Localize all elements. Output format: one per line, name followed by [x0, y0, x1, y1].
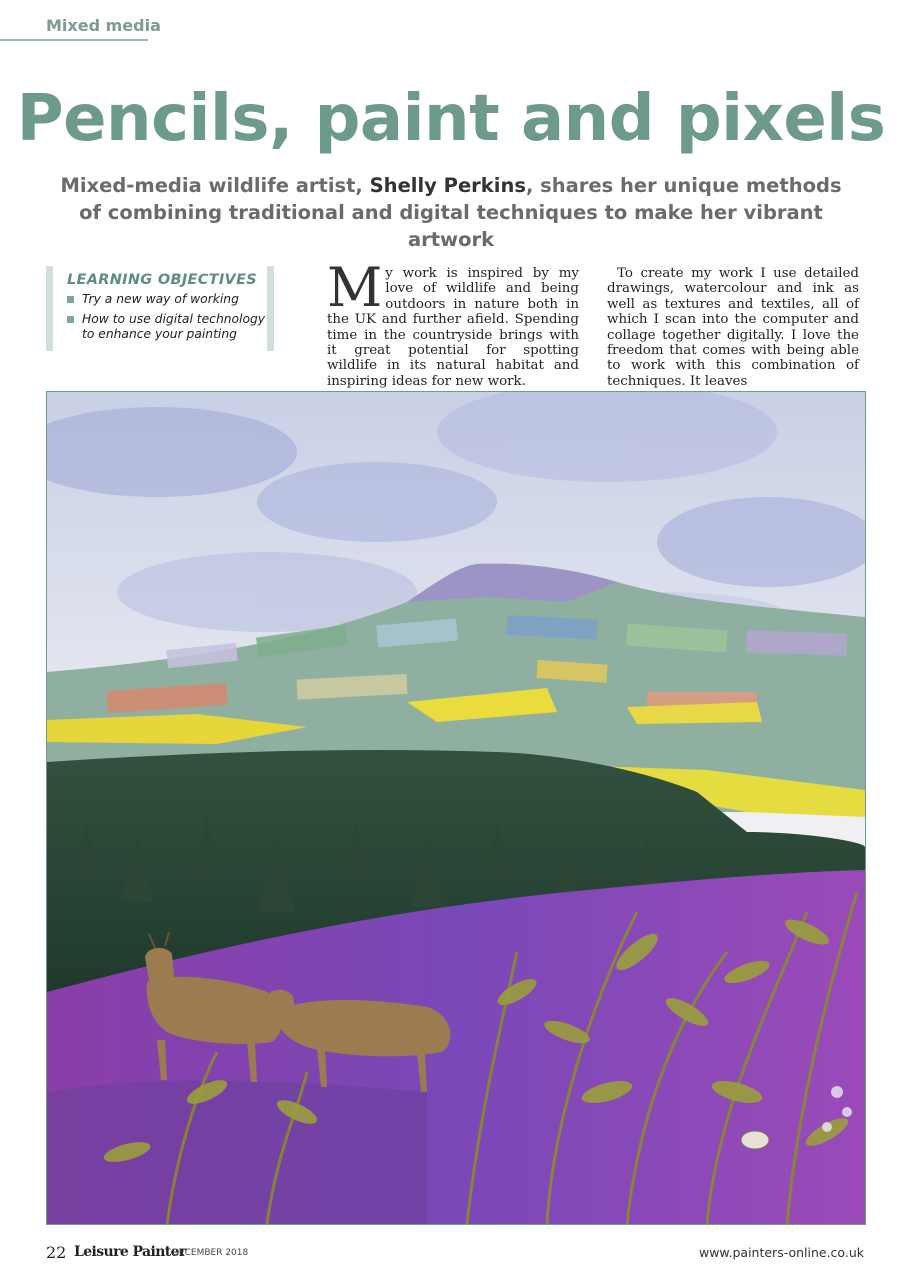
landscape-painting [47, 392, 865, 1224]
section-tag: Mixed media [46, 16, 161, 35]
square-bullet-icon [67, 316, 74, 323]
body-column-1 [327, 256, 579, 389]
body-text-1: y work is inspired by my love of wildlife and being outdoors in nature both in the UK and further afield. Spending time in the countryside brings with it great potential for spotting wildlife in its natural habitat and inspiring ideas for new work. [327, 266, 579, 389]
objective-item [67, 292, 267, 307]
magazine-logo: Leisure Painter [74, 1244, 186, 1260]
standfirst [60, 172, 842, 253]
artist-name: Shelly Perkins [369, 174, 526, 197]
website-link[interactable]: www.painters-online.co.uk [698, 1245, 864, 1260]
body-column-2 [607, 266, 859, 389]
standfirst-rest: , shares her unique methods of combining traditional and digital techniques to make her vibrant artwork [79, 174, 842, 251]
page-number: 22 [46, 1243, 67, 1262]
learning-objectives-box [46, 266, 274, 351]
drop-cap: M [327, 256, 383, 319]
artwork-illustration [46, 391, 866, 1225]
objectives-list [67, 292, 267, 342]
article-title: Pencils, paint and pixels [16, 82, 886, 156]
section-rule [0, 39, 148, 41]
issue-date: DECEMBER 2018 [172, 1248, 249, 1258]
standfirst-lead: Mixed-media wildlife artist, [60, 174, 370, 197]
objective-text: How to use digital technology to enhance your painting [82, 312, 266, 341]
square-bullet-icon [67, 296, 74, 303]
objective-text: Try a new way of working [82, 292, 239, 306]
objective-item [67, 312, 267, 342]
body-text-2: To create my work I use detailed drawings, watercolour and ink as well as textures and textiles, all of which I scan into the computer and collage together digitally. I love the freedom that comes with being able to work with this combination of techniques. It leaves [607, 266, 859, 389]
objectives-heading: LEARNING OBJECTIVES [67, 272, 258, 288]
